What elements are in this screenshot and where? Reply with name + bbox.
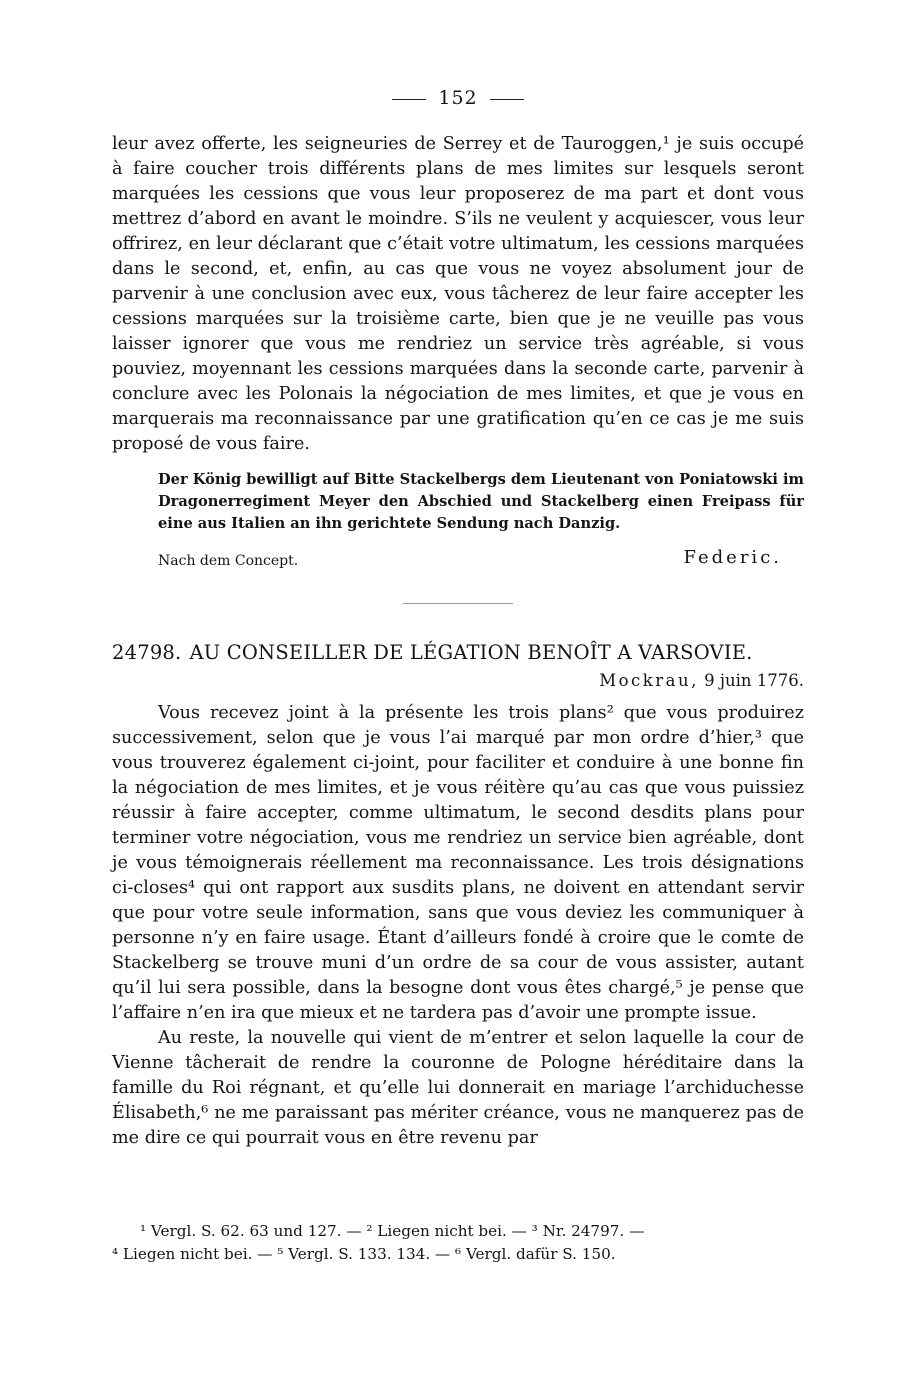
footnote-line-1: ¹ Vergl. S. 62. 63 und 127. — ² Liegen nicht bei. — ³ Nr. 24797. —	[140, 1222, 645, 1240]
letter-paragraph-1: Vous recevez joint à la présente les trois plans² que vous produirez successivement, selon que je vous l’ai marqué par mon ordre d’hier,³ que vous trouverez également ci-joint, pour faciliter et conduire à une bonne fin la négociation de mes limites, et je vous réitère qu’au cas que vous puissiez réussir à faire accepter, comme ultimatum, le second desdits plans pour terminer votre négociation, vous me rendriez un service bien agréable, dont je vous témoignerais réellement ma reconnaissance. Les trois désignations ci-closes⁴ qui ont rapport aux susdits plans, ne doivent en attendant servir que pour votre seule information, sans que vous deviez les communiquer à personne n’y en faire usage. Étant d’ailleurs fondé à croire que le comte de Stackelberg se trouve muni d’un ordre de sa cour de vous assister, autant qu’il lui sera possible, dans la besogne dont vous êtes chargé,⁵ je pense que l’affaire n’en ira que mieux et ne tardera pas d’avoir une prompte issue.	[112, 703, 804, 1023]
letter-date: 9 juin 1776.	[704, 671, 804, 690]
letter-number: 24798.	[112, 641, 182, 664]
letter-place: Mockrau,	[599, 671, 699, 690]
source-note: Nach dem Concept.	[158, 553, 299, 569]
page-number-dash-left	[392, 99, 426, 100]
letter-dateline	[112, 669, 804, 693]
continued-paragraph: leur avez offerte, les seigneuries de Serrey et de Tauroggen,¹ je suis occupé à faire coucher trois différents plans de mes limites sur lesquels seront marquées les cessions que vous leur proposerez de ma part et dont vous mettrez d’abord en avant le moindre. S’ils ne veulent y acquiescer, vous leur offrirez, en leur déclarant que c’était votre ultimatum, les cessions marquées dans le second, et, enfin, au cas que vous ne voyez absolument jour de parvenir à une conclusion avec eux, vous tâcherez de leur faire accepter les cessions marquées sur la troisième carte, bien que je ne veuille pas vous laisser ignorer que vous me rendriez un service très agréable, si vous pouviez, moyennant les cessions marquées dans la seconde carte, parvenir à conclure avec les Polonais la négociation de mes limites, et que je vous en marquerais ma reconnaissance par une gratification qu’en ce cas je me suis proposé de vous faire.	[112, 134, 804, 454]
page-number	[112, 86, 804, 110]
letter-heading	[112, 640, 804, 666]
source-line	[112, 547, 804, 573]
document-page	[112, 86, 804, 1151]
letter-title: AU CONSEILLER DE LÉGATION BENOÎT A VARSOVIE.	[189, 641, 753, 664]
page-number-text: 152	[438, 87, 478, 109]
signature: Federic.	[683, 547, 782, 568]
editorial-summary: Der König bewilligt auf Bitte Stackelbergs dem Lieutenant von Poniatowski im Dragonerregiment Meyer den Abschied und Stackelberg einen Freipass für eine aus Italien an ihn gerichtete Sendung nach Danzig.	[158, 471, 804, 532]
letter-paragraph-2: Au reste, la nouvelle qui vient de m’entrer et selon laquelle la cour de Vienne tâcherait de rendre la couronne de Pologne héréditaire dans la famille du Roi régnant, et qu’elle lui donnerait en mariage l’archiduchesse Élisabeth,⁶ ne me paraissant pas mériter créance, vous ne manquerez pas de me dire ce qui pourrait vous en être revenu par	[112, 1028, 804, 1148]
footnote-line-2: ⁴ Liegen nicht bei. — ⁵ Vergl. S. 133. 134. — ⁶ Vergl. dafür S. 150.	[112, 1245, 616, 1263]
page-number-dash-right	[490, 99, 524, 100]
footnotes	[112, 1220, 804, 1266]
section-separator	[403, 603, 513, 604]
